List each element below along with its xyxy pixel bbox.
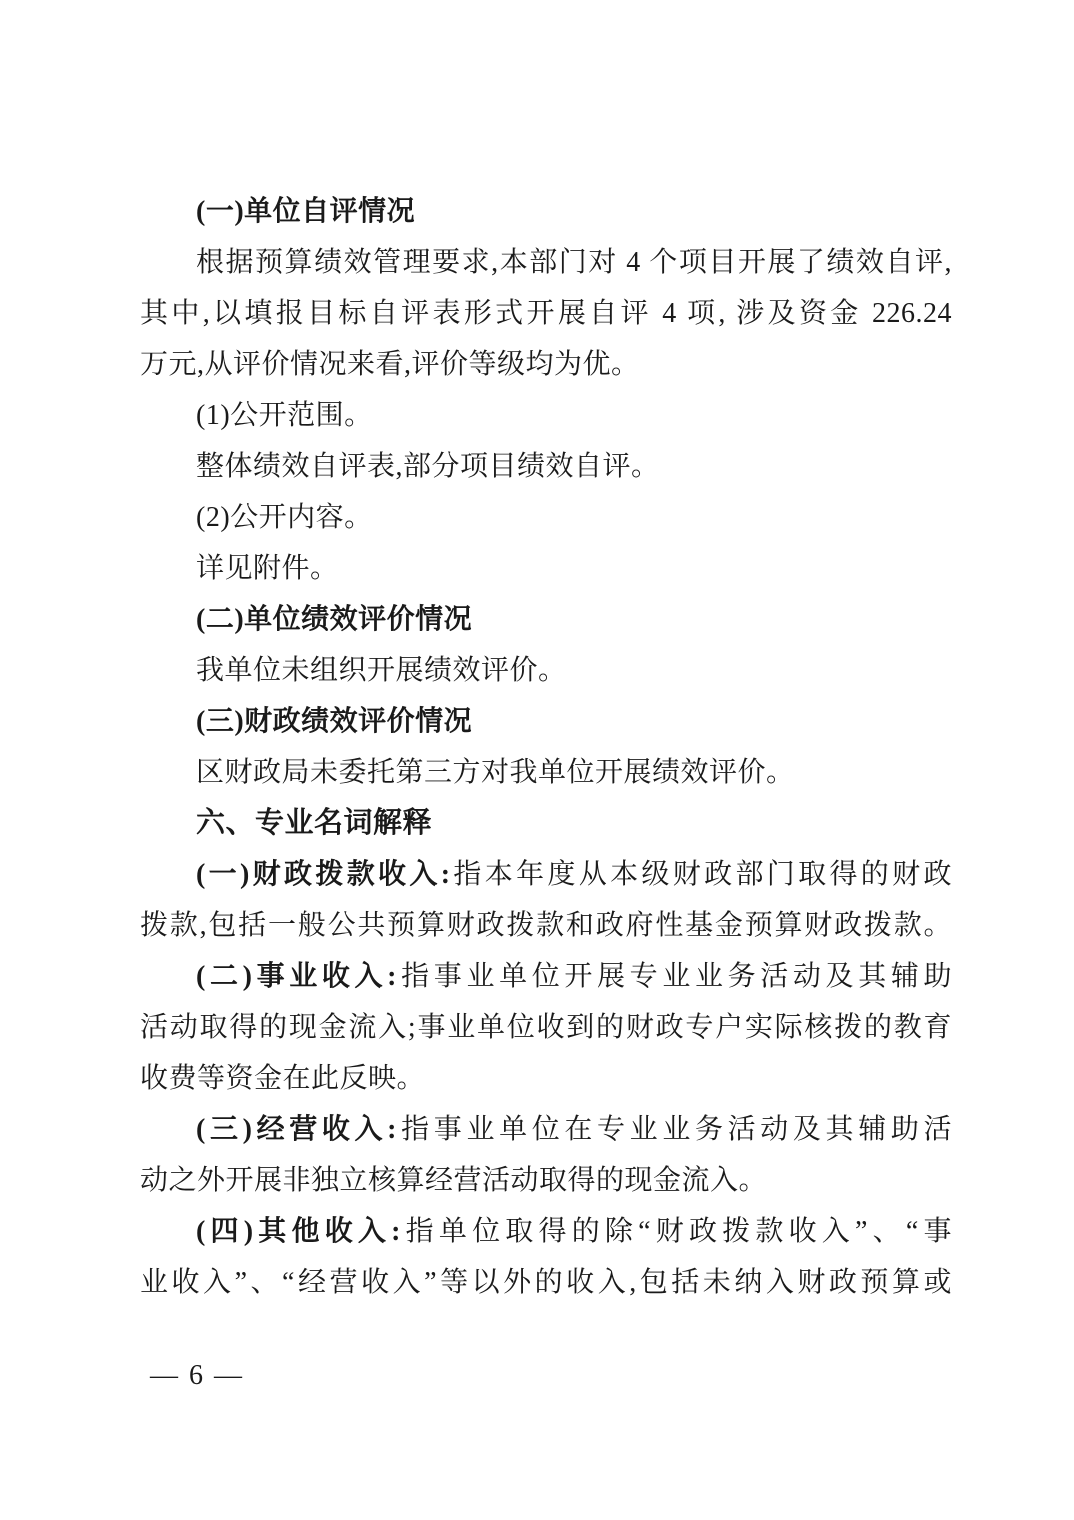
text-line: [140, 951, 952, 1002]
page-number: — 6 —: [150, 1360, 244, 1391]
text-line: (1)公开范围。: [196, 400, 373, 431]
document-body: [140, 186, 952, 1308]
text-line: 万元,从评价情况来看,评价等级均为优。: [140, 349, 640, 380]
section-heading: 六、专业名词解释: [196, 807, 433, 839]
text-line: [140, 1104, 952, 1155]
term-definition: 指事业单位在专业业务活动及其辅助活: [397, 1114, 952, 1145]
text-line: 其中,以填报目标自评表形式开展自评 4 项, 涉及资金 226.24: [140, 298, 952, 329]
text-line: 拨款,包括一般公共预算财政拨款和政府性基金预算财政拨款。: [140, 910, 952, 941]
subsection-heading: (二)单位绩效评价情况: [196, 604, 473, 635]
text-line: 详见附件。: [196, 553, 339, 584]
term-lead: (四)其他收入:: [196, 1216, 401, 1247]
term-definition: 指单位取得的除“财政拨款收入”、“事: [400, 1216, 952, 1247]
text-line: 区财政局未委托第三方对我单位开展绩效评价。: [196, 757, 795, 788]
text-line: [140, 1206, 952, 1257]
text-line: 根据预算绩效管理要求,本部门对 4 个项目开展了绩效自评,: [196, 247, 952, 278]
text-line: 收费等资金在此反映。: [140, 1063, 426, 1094]
text-line: 我单位未组织开展绩效评价。: [196, 655, 567, 686]
text-line: (2)公开内容。: [196, 502, 373, 533]
text-line: [140, 849, 952, 900]
text-line: 活动取得的现金流入;事业单位收到的财政专户实际核拨的教育: [140, 1012, 952, 1043]
text-line: 动之外开展非独立核算经营活动取得的现金流入。: [140, 1165, 768, 1196]
text-line: 业收入”、“经营收入”等以外的收入,包括未纳入财政预算或: [140, 1267, 952, 1298]
term-lead: (三)经营收入:: [196, 1114, 397, 1145]
term-definition: 指本年度从本级财政部门取得的财政: [450, 859, 952, 890]
term-definition: 指事业单位开展专业业务活动及其辅助: [397, 961, 952, 992]
subsection-heading: (一)单位自评情况: [196, 196, 416, 227]
term-lead: (一)财政拨款收入:: [196, 859, 451, 890]
subsection-heading: (三)财政绩效评价情况: [196, 706, 473, 737]
term-lead: (二)事业收入:: [196, 961, 397, 992]
text-line: 整体绩效自评表,部分项目绩效自评。: [196, 451, 660, 482]
